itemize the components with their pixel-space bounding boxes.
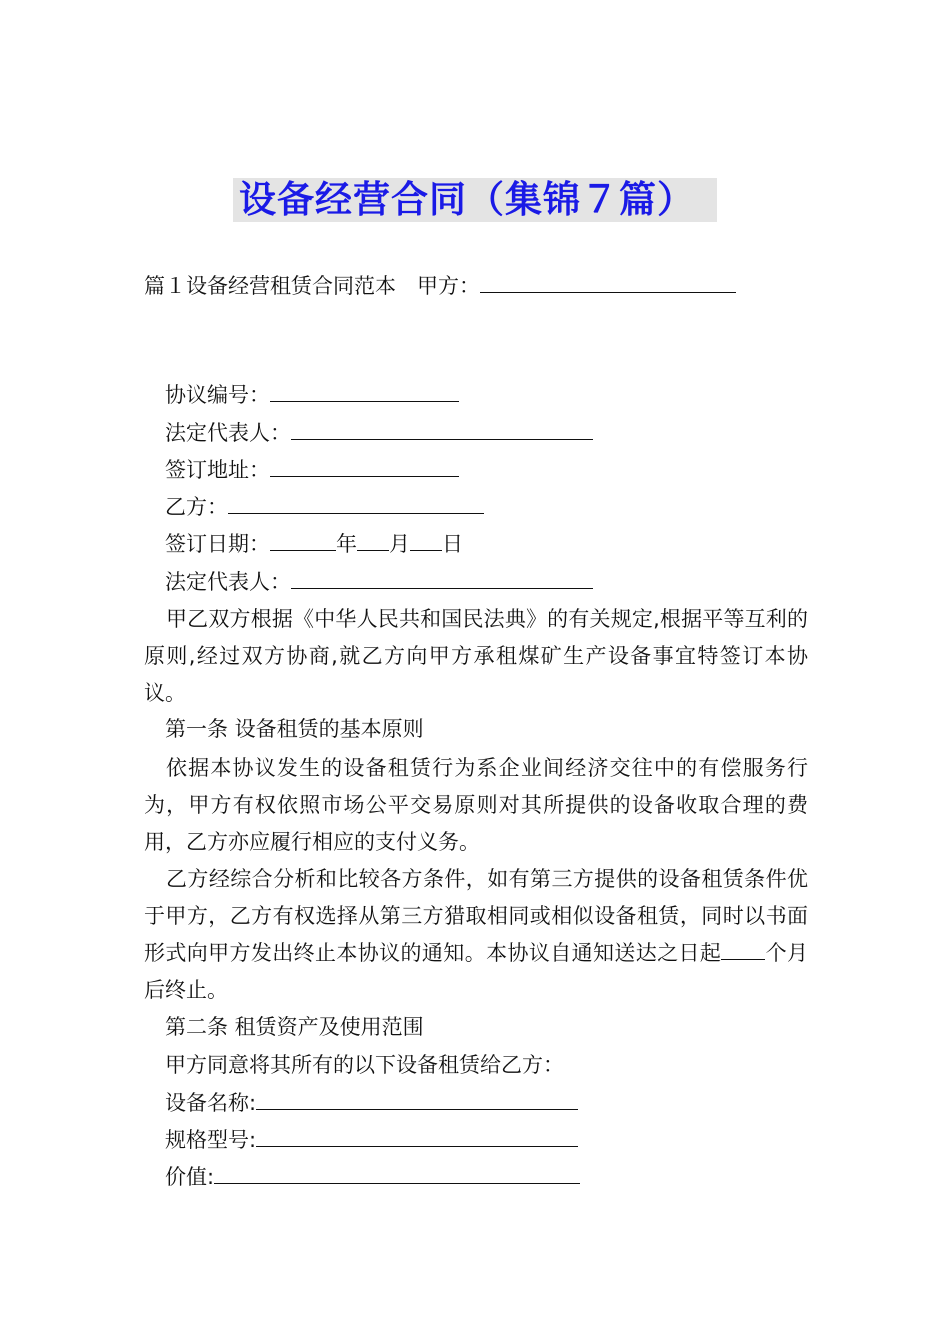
article-2-title: 第二条 租赁资产及使用范围 [165, 1015, 424, 1039]
document-title: 设备经营合同（集锦７篇） [233, 178, 717, 222]
year-label: 年 [336, 532, 357, 556]
termination-text-a: 乙方经综合分析和比较各方条件，如有第三方提供的设备租赁条件优于甲方，乙方有权选择从第三方猎取相同或相似设备租赁，同时以书面形式向甲方发出终止本协议的通知。本协议自通知送达之日起 [144, 867, 808, 965]
party-b-line [165, 491, 484, 522]
equipment-name-line [165, 1087, 578, 1118]
legal-rep-a-label: 法定代表人： [165, 421, 291, 445]
legal-rep-b-label: 法定代表人： [165, 570, 291, 594]
agreement-no-line [165, 379, 459, 410]
equipment-name-label: 设备名称: [165, 1091, 257, 1115]
agreement-no-label: 协议编号： [165, 383, 270, 407]
legal-rep-b-line [165, 566, 593, 597]
month-blank [357, 528, 389, 551]
value-blank [214, 1161, 580, 1184]
paragraph-preamble: 甲乙双方根据《中华人民共和国民法典》的有关规定,根据平等互利的原则,经过双方协商,就乙方向甲方承租煤矿生产设备事宜特签订本协议。 [144, 607, 808, 705]
termination-text-b: 个月后终止。 [144, 941, 809, 1002]
value-line [165, 1161, 580, 1192]
equipment-name-blank [256, 1087, 578, 1110]
month-label: 月 [389, 532, 410, 556]
agreement-no-blank [270, 379, 459, 402]
spec-model-label: 规格型号: [165, 1128, 257, 1152]
day-blank [410, 528, 442, 551]
sign-date-label: 签订日期： [165, 532, 270, 556]
paragraph-lease-intro: 甲方同意将其所有的以下设备租赁给乙方： [165, 1053, 564, 1077]
intro-line [144, 270, 736, 301]
title-container [0, 178, 950, 222]
paragraph-termination [144, 861, 808, 1009]
legal-rep-a-blank [291, 417, 593, 440]
legal-rep-a-line [165, 417, 593, 448]
day-label: 日 [442, 532, 463, 556]
sign-place-line [165, 454, 459, 485]
spec-model-blank [256, 1124, 578, 1147]
months-blank [721, 937, 765, 960]
sign-place-blank [270, 454, 459, 477]
party-b-label: 乙方： [165, 495, 228, 519]
party-a-blank [480, 270, 736, 293]
value-label: 价值: [165, 1165, 215, 1189]
sign-date-line [165, 528, 463, 559]
sign-place-label: 签订地址： [165, 458, 270, 482]
party-b-blank [228, 491, 484, 514]
paragraph-article-1: 依据本协议发生的设备租赁行为系企业间经济交往中的有偿服务行为，甲方有权依照市场公平交易原则对其所提供的设备收取合理的费用，乙方亦应履行相应的支付义务。 [144, 756, 808, 854]
spec-model-line [165, 1124, 578, 1155]
article-1-title: 第一条 设备租赁的基本原则 [165, 717, 424, 741]
legal-rep-b-blank [291, 566, 593, 589]
intro-label: 篇１设备经营租赁合同范本 甲方： [144, 274, 480, 298]
year-blank [270, 528, 336, 551]
